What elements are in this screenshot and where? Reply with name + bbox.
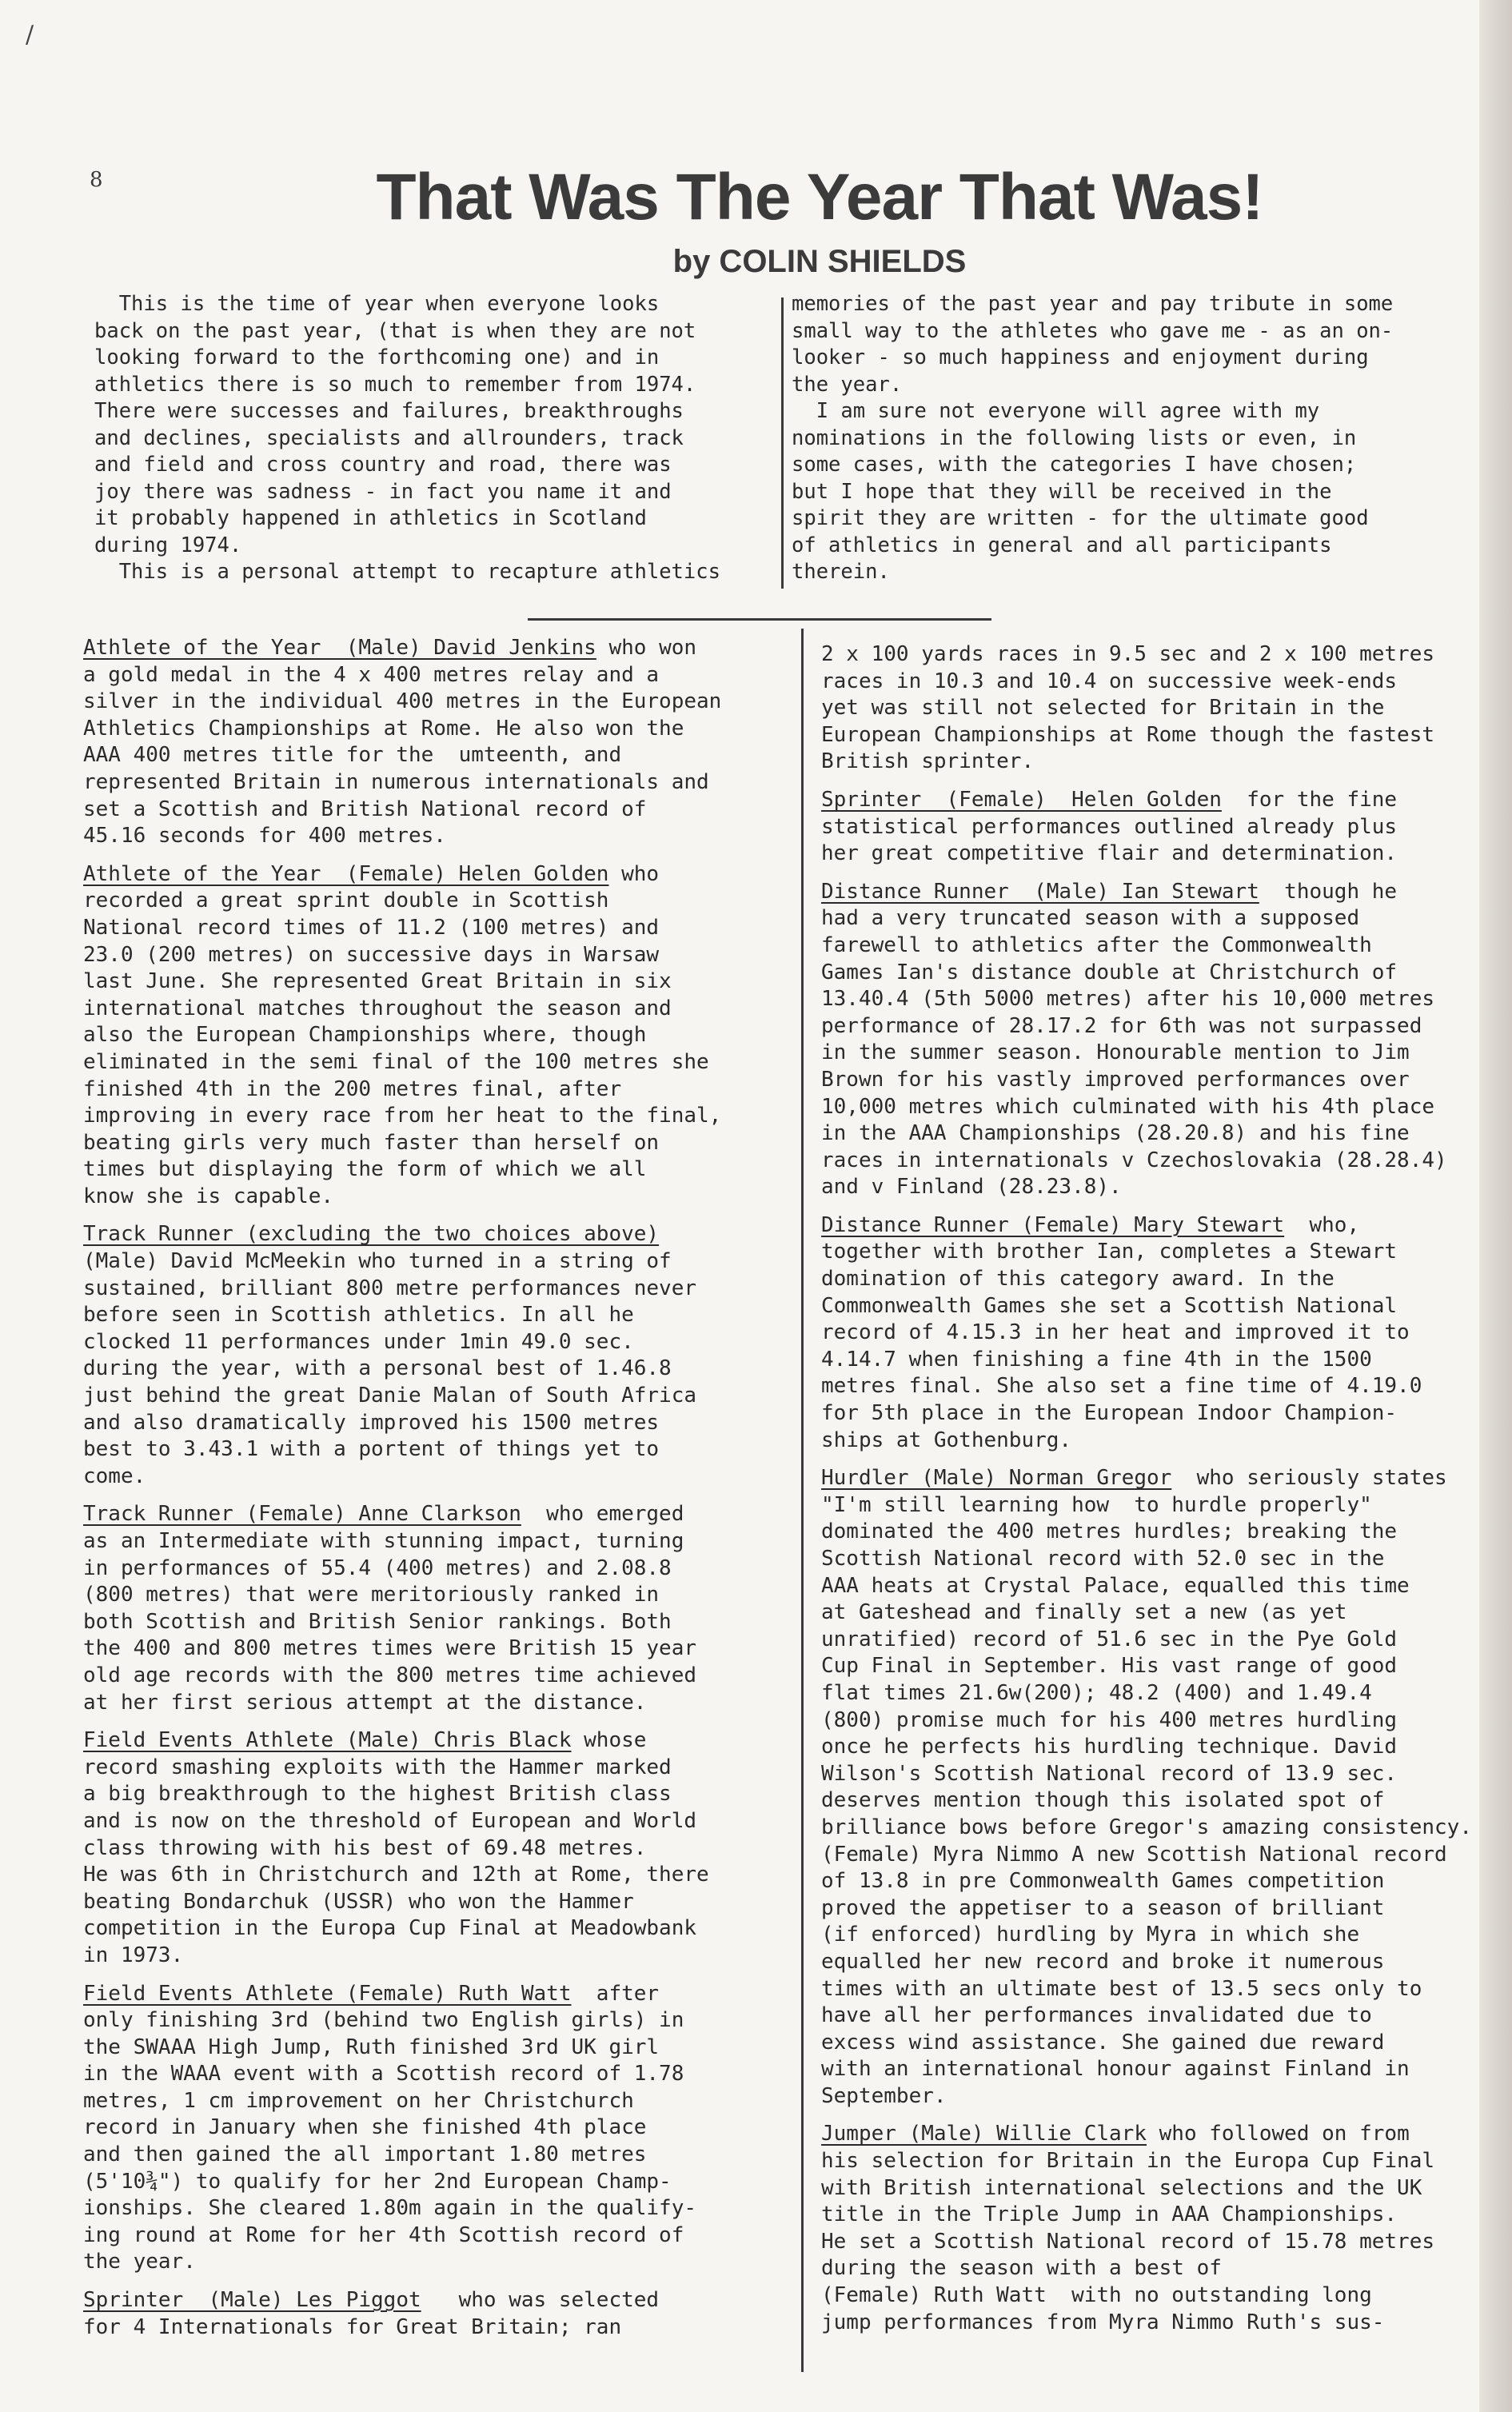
- text-line: record smashing exploits with the Hammer marked: [83, 1755, 672, 1779]
- text-line: beating girls very much faster than herself on: [83, 1130, 660, 1155]
- text-line: and is now on the threshold of European and World: [83, 1808, 697, 1833]
- intro-line: looker - so much happiness and enjoyment during: [792, 345, 1369, 369]
- text-line: ing round at Rome for her 4th Scottish record of: [83, 2222, 684, 2247]
- intro-line: back on the past year, (that is when they are not: [94, 318, 696, 343]
- text-line: (800 metres) that were meritoriously ranked in: [83, 1583, 660, 1607]
- text-line: record in January when she finished 4th place: [83, 2115, 647, 2140]
- text-line: class throwing with his best of 69.48 metres.: [83, 1835, 647, 1860]
- text-line: had a very truncated season with a supposed: [821, 906, 1360, 931]
- article-byline: by COLIN SHIELDS: [672, 244, 967, 279]
- text-line: with an international honour against Finland in: [821, 2057, 1410, 2082]
- text-line: 13.40.4 (5th 5000 metres) after his 10,000 metres: [821, 987, 1435, 1012]
- text-line: as an Intermediate with stunning impact, turning: [83, 1529, 684, 1553]
- intro-left-column: [94, 291, 778, 586]
- text-line: "I'm still learning how to hurdle properly": [821, 1492, 1372, 1517]
- corner-mark: /: [26, 21, 34, 49]
- text-line: deserves mention though this isolated spot of: [821, 1788, 1385, 1813]
- text-line: competition in the Europa Cup Final at Meadowbank: [83, 1916, 697, 1941]
- text-line: [821, 1465, 1485, 1492]
- text-line: know she is capable.: [83, 1184, 334, 1208]
- heading-continuation: who: [608, 861, 660, 886]
- heading-continuation: who,: [1284, 1212, 1360, 1237]
- intro-line: but I hope that they will be received in the: [792, 479, 1332, 504]
- text-line: times with an ultimate best of 13.5 secs only to: [821, 1976, 1422, 2001]
- award-entry: [83, 1981, 787, 2277]
- text-line: [821, 787, 1485, 814]
- text-line: (Female) Ruth Watt with no outstanding long: [821, 2283, 1372, 2308]
- text-line: in the WAAA event with a Scottish record of 1.78: [83, 2062, 684, 2087]
- text-line: [83, 1501, 787, 1528]
- text-line: National record times of 11.2 (100 metres) and: [83, 915, 660, 940]
- right-column: [821, 641, 1485, 2347]
- text-line: clocked 11 performances under 1min 49.0 sec.: [83, 1329, 634, 1354]
- text-line: international matches throughout the season and: [83, 996, 672, 1020]
- article-title: That Was The Year That Was!: [376, 161, 1263, 234]
- text-line: races in internationals v Czechoslovakia (28.28.4): [821, 1148, 1447, 1172]
- text-line: (800) promise much for his 400 metres hurdling: [821, 1707, 1398, 1732]
- heading-continuation: who followed on from: [1147, 2122, 1410, 2146]
- text-line: in the summer season. Honourable mention to Jim: [821, 1040, 1410, 1065]
- award-heading: Athlete of the Year (Male) David Jenkins: [83, 636, 596, 660]
- award-entry: [83, 1221, 787, 1490]
- heading-continuation: whose: [571, 1728, 647, 1753]
- text-line: 23.0 (200 metres) on successive days in Warsaw: [83, 942, 660, 967]
- text-line: [83, 635, 787, 662]
- text-line: Cup Final in September. His vast range of good: [821, 1654, 1398, 1679]
- text-line: her great competitive flair and determination.: [821, 841, 1398, 866]
- text-line: 2 x 100 yards races in 9.5 sec and 2 x 100 metres: [821, 642, 1435, 666]
- text-line: dominated the 400 metres hurdles; breaking the: [821, 1519, 1398, 1544]
- section-separator: [528, 618, 991, 621]
- text-line: a gold medal in the 4 x 400 metres relay and a: [83, 662, 660, 687]
- intro-line: during 1974.: [94, 533, 242, 557]
- text-line: both Scottish and British Senior rankings. Both: [83, 1609, 672, 1634]
- text-line: improving in every race from her heat to the final,: [83, 1104, 722, 1128]
- text-line: (if enforced) hurdling by Myra in which she: [821, 1923, 1360, 1947]
- award-heading: Sprinter (Male) Les Piggot: [83, 2288, 421, 2313]
- text-line: during the year, with a personal best of 1.46.8: [83, 1356, 672, 1381]
- text-line: have all her performances invalidated due to: [821, 2003, 1372, 2028]
- text-line: [83, 2287, 787, 2314]
- text-line: come.: [83, 1464, 146, 1488]
- text-line: in the AAA Championships (28.20.8) and his fine: [821, 1121, 1410, 1146]
- text-line: also the European Championships where, though: [83, 1023, 647, 1048]
- page-number: 8: [90, 168, 103, 192]
- text-line: Scottish National record with 52.0 sec in the: [821, 1547, 1385, 1571]
- text-line: at Gateshead and finally set a new (as yet: [821, 1600, 1347, 1625]
- text-line: times but displaying the form of which we all: [83, 1157, 647, 1182]
- text-line: British sprinter.: [821, 749, 1035, 774]
- intro-line: and declines, specialists and allrounders, track: [94, 425, 684, 450]
- text-line: [821, 879, 1485, 906]
- text-line: jump performances from Myra Nimmo Ruth's sus-: [821, 2310, 1385, 2334]
- body-column-divider: [801, 629, 804, 2372]
- text-line: sustained, brilliant 800 metre performances never: [83, 1276, 697, 1300]
- text-line: with British international selections and the UK: [821, 2175, 1422, 2200]
- text-line: equalled her new record and broke it numerous: [821, 1949, 1385, 1974]
- text-line: 45.16 seconds for 400 metres.: [83, 824, 446, 849]
- text-line: [83, 1727, 787, 1755]
- text-line: flat times 21.6w(200); 48.2 (400) and 1.49.4: [821, 1680, 1372, 1705]
- text-line: old age records with the 800 metres time achieved: [83, 1663, 697, 1687]
- text-line: Athletics Championships at Rome. He also won the: [83, 716, 684, 741]
- text-line: together with brother Ian, completes a Stewart: [821, 1240, 1398, 1264]
- text-line: recorded a great sprint double in Scottish: [83, 889, 609, 913]
- award-entry: [821, 2121, 1485, 2336]
- intro-line: memories of the past year and pay tribute in some: [792, 292, 1394, 316]
- text-line: just behind the great Danie Malan of South Africa: [83, 1384, 697, 1408]
- text-line: before seen in Scottish athletics. In all he: [83, 1303, 634, 1328]
- text-line: his selection for Britain in the Europa Cup Final: [821, 2149, 1435, 2174]
- text-line: Games Ian's distance double at Christchurch of: [821, 960, 1398, 984]
- text-line: only finishing 3rd (behind two English girls) in: [83, 2008, 684, 2033]
- text-line: title in the Triple Jump in AAA Championships.: [821, 2202, 1398, 2227]
- text-line: and also dramatically improved his 1500 metres: [83, 1410, 660, 1435]
- award-heading: Sprinter (Female) Helen Golden: [821, 787, 1222, 812]
- text-line: for 4 Internationals for Great Britain; ran: [83, 2314, 622, 2339]
- text-line: [83, 861, 787, 889]
- text-line: European Championships at Rome though the fastest: [821, 722, 1435, 747]
- intro-line: There were successes and failures, breakthroughs: [94, 399, 684, 423]
- intro-line: small way to the athletes who gave me - as an on-: [792, 318, 1394, 343]
- text-line: beating Bondarchuk (USSR) who won the Hammer: [83, 1889, 634, 1914]
- intro-line: looking forward to the forthcoming one) and in: [94, 345, 660, 369]
- text-line: Commonwealth Games she set a Scottish National: [821, 1293, 1398, 1318]
- award-heading: Distance Runner (Male) Ian Stewart: [821, 879, 1259, 904]
- award-entry: [821, 641, 1485, 776]
- heading-continuation: who was selected: [421, 2288, 660, 2313]
- text-line: 4.14.7 when finishing a fine 4th in the 1500: [821, 1347, 1372, 1372]
- award-entry: [821, 787, 1485, 868]
- heading-continuation: for the fine: [1221, 787, 1398, 812]
- text-line: during the season with a best of: [821, 2256, 1222, 2281]
- text-line: the 400 and 800 metres times were British 15 year: [83, 1636, 697, 1661]
- award-entry: [83, 635, 787, 850]
- heading-continuation: who seriously states: [1171, 1466, 1447, 1491]
- text-line: once he perfects his hurdling technique. David: [821, 1735, 1398, 1759]
- intro-line: some cases, with the categories I have chosen;: [792, 453, 1357, 477]
- intro-line: nominations in the following lists or even, in: [792, 425, 1357, 450]
- award-heading: Field Events Athlete (Male) Chris Black: [83, 1728, 572, 1753]
- text-line: [821, 2121, 1485, 2148]
- left-column: [83, 635, 787, 2352]
- heading-continuation: though he: [1259, 879, 1398, 904]
- award-heading: Track Runner (excluding the two choices above): [83, 1222, 660, 1247]
- intro-line: This is a personal attempt to recapture athletics: [94, 560, 720, 584]
- text-line: (Female) Myra Nimmo A new Scottish National record: [821, 1842, 1447, 1867]
- text-line: and then gained the all important 1.80 metres: [83, 2142, 647, 2167]
- text-line: last June. She represented Great Britain in six: [83, 969, 672, 994]
- award-heading: Distance Runner (Female) Mary Stewart: [821, 1212, 1285, 1237]
- text-line: (5'10¾") to qualify for her 2nd European Champ-: [83, 2169, 672, 2194]
- text-line: statistical performances outlined already plus: [821, 814, 1398, 839]
- text-line: performance of 28.17.2 for 6th was not surpassed: [821, 1013, 1422, 1038]
- award-entry: [83, 1501, 787, 1716]
- intro-line: and field and cross country and road, there was: [94, 453, 672, 477]
- intro-line: spirit they are written - for the ultimate good: [792, 506, 1369, 530]
- text-line: finished 4th in the 200 metres final, after: [83, 1076, 622, 1101]
- intro-line: athletics there is so much to remember from 1974.: [94, 372, 696, 397]
- award-entry: [83, 861, 787, 1211]
- text-line: ships at Gothenburg.: [821, 1428, 1072, 1452]
- text-line: ionships. She cleared 1.80m again in the qualify-: [83, 2196, 697, 2221]
- text-line: and v Finland (28.23.8).: [821, 1175, 1122, 1200]
- award-heading: Jumper (Male) Willie Clark: [821, 2122, 1147, 2146]
- text-line: He set a Scottish National record of 15.78 metres: [821, 2229, 1435, 2254]
- text-line: Brown for his vastly improved performances over: [821, 1067, 1410, 1092]
- text-line: in 1973.: [83, 1943, 184, 1967]
- award-entry: [821, 1212, 1485, 1454]
- text-line: proved the appetiser to a season of brilliant: [821, 1895, 1385, 1920]
- text-line: set a Scottish and British National record of: [83, 797, 647, 821]
- award-heading: Field Events Athlete (Female) Ruth Watt: [83, 1981, 572, 2006]
- award-heading: Track Runner (Female) Anne Clarkson: [83, 1502, 521, 1527]
- text-line: in performances of 55.4 (400 metres) and 2.08.8: [83, 1555, 672, 1580]
- intro-line: the year.: [792, 372, 903, 397]
- text-line: AAA heats at Crystal Palace, equalled this time: [821, 1573, 1410, 1598]
- intro-line: joy there was sadness - in fact you name it and: [94, 479, 672, 504]
- award-entry: [821, 1465, 1485, 2110]
- text-line: yet was still not selected for Britain in the: [821, 696, 1385, 721]
- text-line: (Male) David McMeekin who turned in a string of: [83, 1249, 672, 1274]
- text-line: eliminated in the semi final of the 100 metres she: [83, 1049, 709, 1074]
- text-line: for 5th place in the European Indoor Champion-: [821, 1401, 1398, 1426]
- text-line: at her first serious attempt at the distance.: [83, 1690, 647, 1715]
- text-line: domination of this category award. In the: [821, 1267, 1334, 1292]
- text-line: metres, 1 cm improvement on her Christchurch: [83, 2088, 634, 2113]
- intro-right-column: [792, 291, 1475, 586]
- text-line: AAA 400 metres title for the umteenth, and: [83, 743, 622, 768]
- heading-continuation: who emerged: [521, 1502, 684, 1527]
- text-line: silver in the individual 400 metres in the European: [83, 689, 722, 714]
- text-line: metres final. She also set a fine time of 4.19.0: [821, 1374, 1422, 1399]
- text-line: a big breakthrough to the highest British class: [83, 1782, 672, 1807]
- heading-continuation: who won: [596, 636, 697, 660]
- text-line: [83, 1981, 787, 2008]
- text-line: the SWAAA High Jump, Ruth finished 3rd UK girl: [83, 2035, 660, 2059]
- award-entry: [821, 879, 1485, 1201]
- award-entry: [83, 2287, 787, 2341]
- text-line: [821, 1212, 1485, 1240]
- text-line: races in 10.3 and 10.4 on successive week-ends: [821, 669, 1398, 693]
- intro-column-divider: [781, 298, 784, 589]
- text-line: excess wind assistance. She gained due reward: [821, 2030, 1385, 2055]
- intro-line: it probably happened in athletics in Scotland: [94, 506, 647, 530]
- text-line: farewell to athletics after the Commonwealth: [821, 932, 1372, 957]
- award-heading: Hurdler (Male) Norman Gregor: [821, 1466, 1172, 1491]
- award-heading: Athlete of the Year (Female) Helen Golden: [83, 861, 609, 886]
- intro-line: therein.: [792, 560, 890, 584]
- heading-continuation: after: [571, 1981, 660, 2006]
- text-line: best to 3.43.1 with a portent of things yet to: [83, 1437, 660, 1462]
- text-line: of 13.8 in pre Commonwealth Games competition: [821, 1869, 1385, 1894]
- text-line: He was 6th in Christchurch and 12th at Rome, there: [83, 1863, 709, 1887]
- award-entry: [83, 1727, 787, 1969]
- intro-line: This is the time of year when everyone looks: [94, 292, 660, 316]
- intro-line: of athletics in general and all participants: [792, 533, 1332, 557]
- intro-line: I am sure not everyone will agree with my: [792, 399, 1320, 423]
- text-line: represented Britain in numerous internationals and: [83, 769, 709, 794]
- text-line: unratified) record of 51.6 sec in the Pye Gold: [821, 1627, 1398, 1651]
- text-line: the year.: [83, 2250, 196, 2274]
- text-line: 10,000 metres which culminated with his 4th place: [821, 1094, 1435, 1119]
- text-line: brilliance bows before Gregor's amazing consistency.: [821, 1815, 1472, 1839]
- text-line: [83, 1221, 787, 1248]
- text-line: record of 4.15.3 in her heat and improved it to: [821, 1320, 1410, 1345]
- text-line: Wilson's Scottish National record of 13.9 sec.: [821, 1761, 1398, 1786]
- text-line: September.: [821, 2083, 947, 2108]
